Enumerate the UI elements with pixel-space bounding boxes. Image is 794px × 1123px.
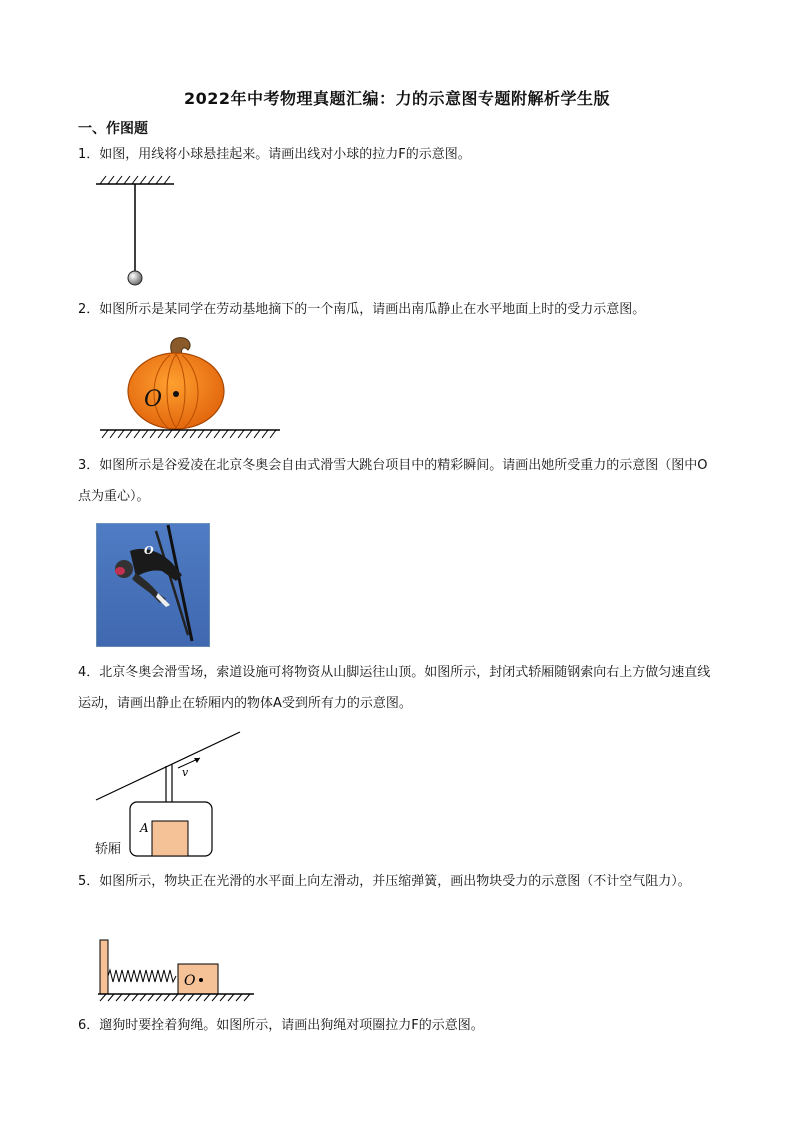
question-5 (78, 866, 718, 897)
question-text: 遛狗时要拴着狗绳。如图所示，请画出狗绳对项圈拉力F的示意图。 (99, 1018, 484, 1033)
object-a (152, 821, 188, 856)
question-4 (78, 657, 718, 719)
ceiling-hatch (100, 176, 170, 184)
velocity-label: v (182, 766, 189, 779)
question-text: 北京冬奥会滑雪场，索道设施可将物资从山脚运往山顶。如图所示，封闭式轿厢随钢索向右上方做匀速直线运动，请画出静止在轿厢内的物体A受到所有力的示意图。 (78, 665, 711, 711)
question-number: 2． (78, 302, 100, 317)
block-center-label: O (184, 973, 196, 989)
skier-center-label: O (144, 544, 154, 557)
object-a-label: A (140, 821, 149, 835)
question-number: 5． (78, 874, 100, 889)
question-text: 如图，用线将小球悬挂起来。请画出线对小球的拉力F的示意图。 (99, 147, 471, 162)
wall (100, 940, 108, 994)
block-center-dot (199, 978, 203, 982)
question-number: 6． (78, 1018, 100, 1033)
question-number: 3． (78, 458, 100, 473)
question-6 (78, 1010, 718, 1041)
section-heading: 一、作图题 (78, 121, 148, 137)
cabin-caption: 轿厢 (95, 842, 122, 857)
skier-photo (96, 523, 210, 647)
sky-background (96, 523, 210, 647)
pumpkin-center-dot (173, 391, 179, 397)
spring-block-figure (96, 938, 258, 1002)
pumpkin-center-label: O (144, 387, 163, 412)
cable-line (96, 732, 240, 800)
spring (108, 970, 176, 982)
question-1 (78, 139, 718, 170)
question-text: 如图所示是谷爱凌在北京冬奥会自由式滑雪大跳台项目中的精彩瞬间。请画出她所受重力的示意图（图中O点为重心）。 (78, 458, 708, 504)
question-3 (78, 450, 718, 512)
skier-goggles (115, 567, 125, 575)
question-text: 如图所示，物块正在光滑的水平面上向左滑动，并压缩弹簧，画出物块受力的示意图（不计空气阻力）。 (99, 874, 691, 889)
question-number: 1． (78, 147, 100, 162)
question-2 (78, 294, 718, 325)
floor-hatch (100, 994, 250, 1001)
question-text: 如图所示是某同学在劳动基地摘下的一个南瓜，请画出南瓜静止在水平地面上时的受力示意图。 (99, 302, 646, 317)
ball (128, 271, 142, 285)
pumpkin-figure (98, 334, 284, 444)
page-title: 2022年中考物理真题汇编：力的示意图专题附解析学生版 (183, 89, 611, 108)
question-number: 4． (78, 665, 100, 680)
ground-hatch (102, 430, 276, 438)
hanging-ball-figure (94, 174, 178, 290)
